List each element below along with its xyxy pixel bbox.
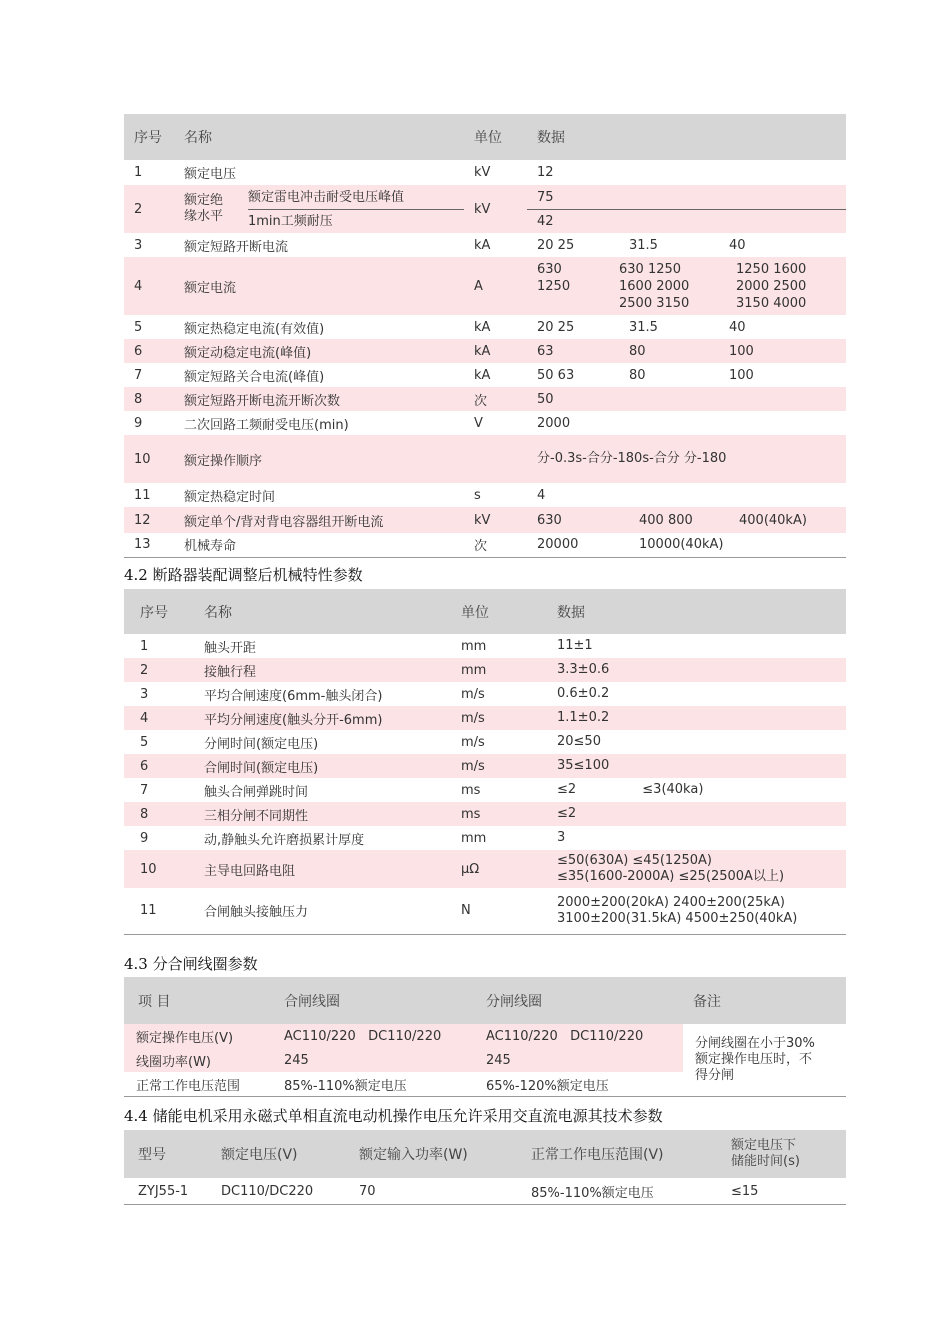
row-unit: A: [474, 278, 483, 294]
header-cell: 正常工作电压范围(V): [531, 1147, 664, 1163]
table-row: [124, 315, 846, 339]
row-data: 35≤100: [557, 758, 610, 773]
row-number: 1: [140, 638, 149, 654]
row-number: 5: [134, 319, 143, 335]
data-col: 630 1250: [537, 261, 571, 294]
table-row: [124, 483, 846, 507]
row-unit: mm: [461, 638, 487, 654]
row-unit: [464, 435, 527, 483]
row-number: 7: [134, 367, 143, 383]
row-name: 合闸时间(额定电压): [204, 760, 319, 776]
table-row: [124, 634, 846, 658]
row-name: 触头开距: [204, 640, 257, 656]
row-open: AC110/220 DC110/220: [486, 1028, 644, 1044]
note-cell: 分闸线圈在小于30% 额定操作电压时，不 得分闸: [683, 1024, 846, 1096]
row-close: 245: [284, 1052, 309, 1068]
table-row: [124, 826, 846, 850]
row-data: ≤2: [557, 806, 577, 821]
row-number: 3: [134, 237, 143, 253]
row-number: 11: [140, 903, 157, 919]
row-data: 0.6±0.2: [557, 686, 610, 701]
row-data: [527, 533, 846, 557]
row-data-split: [527, 185, 846, 233]
row-number: 8: [134, 391, 143, 407]
data-col: 40: [729, 319, 746, 335]
row-name: 接触行程: [204, 664, 257, 680]
row-name: 动,静触头允许磨损累计厚度: [204, 832, 365, 848]
row-item: 额定操作电压(V): [136, 1030, 234, 1046]
row-name: 额定单个/背对背电容器组开断电流: [184, 514, 384, 530]
header-cell: 额定电压(V): [221, 1147, 298, 1163]
row-unit: m/s: [461, 734, 485, 750]
header-cell: 单位: [461, 604, 489, 621]
row-data: 12: [537, 165, 554, 180]
row-open: 245: [486, 1052, 511, 1068]
row-name: 额定热稳定时间: [184, 489, 276, 505]
row-close: AC110/220 DC110/220: [284, 1028, 442, 1044]
row-item: 线圈功率(W): [136, 1054, 211, 1070]
row-unit: kA: [474, 367, 491, 383]
row-unit: kA: [474, 319, 491, 335]
row-data: 3.3±0.6: [557, 662, 610, 677]
row-subname: 额定雷电冲击耐受电压峰值: [248, 186, 464, 210]
row-number: 2: [134, 201, 143, 217]
row-unit: s: [474, 487, 481, 503]
table-row: [124, 185, 846, 233]
row-data: 1.1±0.2: [557, 710, 610, 725]
data-col: 630 1250 1600 2000 2500 3150: [619, 261, 690, 311]
row-number: 9: [140, 830, 149, 846]
header-cell: 名称: [204, 604, 232, 621]
row-data: 分-0.3s-合分-180s-合分 分-180: [537, 451, 727, 466]
row-data: 4: [537, 487, 546, 503]
header-cell: 单位: [474, 130, 502, 146]
table-row: [124, 387, 846, 411]
table-row: [124, 435, 846, 483]
row-data: [527, 257, 846, 315]
motor-parameters-table: [124, 1130, 846, 1205]
data-col: 80: [629, 367, 646, 383]
table-row: [124, 363, 846, 387]
row-name-compound: [174, 185, 464, 233]
table-row: [124, 730, 846, 754]
data-col: 50 63: [537, 367, 575, 383]
row-data: 50: [537, 391, 554, 407]
row-number: 12: [134, 512, 151, 528]
table-row: [124, 533, 846, 557]
row-data: 20≤50: [557, 734, 601, 749]
table-row: [124, 706, 846, 730]
row-name: 主导电回路电阻: [204, 863, 296, 879]
row-unit: kV: [474, 165, 491, 180]
table-row: [124, 1048, 683, 1072]
row-number: 8: [140, 806, 149, 822]
row-data: 11±1: [557, 638, 593, 653]
row-unit: m/s: [461, 686, 485, 702]
row-name: 平均合闸速度(6mm-触头闭合): [204, 688, 383, 704]
row-name: 二次回路工频耐受电压(min): [184, 417, 349, 433]
data-col: 400(40kA): [739, 512, 807, 528]
header-cell: 名称: [184, 130, 212, 146]
row-unit: μΩ: [461, 861, 480, 877]
table-row: [124, 411, 846, 435]
header-cell: 额定输入功率(W): [359, 1147, 468, 1163]
section-heading: 4.4 储能电机采用永磁式单相直流电动机操作电压允许采用交直流电源其技术参数: [124, 1107, 663, 1125]
row-data: [527, 363, 846, 387]
row-name: 合闸触头接触压力: [204, 905, 309, 921]
table-row: [124, 658, 846, 682]
row-name: 额定绝 缘水平: [184, 193, 224, 224]
data-col: 20 25: [537, 237, 575, 253]
row-number: 1: [134, 165, 143, 180]
header-cell: 项 目: [138, 993, 171, 1010]
table-row: [124, 1178, 846, 1204]
row-cell: ≤15: [731, 1183, 759, 1199]
header-cell: 备注: [693, 993, 721, 1010]
coil-body: [124, 1024, 846, 1096]
row-unit: kA: [474, 343, 491, 359]
row-name: 额定热稳定电流(有效值): [184, 321, 325, 337]
data-col: 1250 1600 2000 2500 3150 4000: [736, 261, 807, 311]
row-data: 2000: [537, 415, 571, 431]
row-data: [527, 315, 846, 339]
data-col: 40: [729, 237, 746, 253]
row-unit: m/s: [461, 758, 485, 774]
row-close: 85%-110%额定电压: [284, 1078, 407, 1094]
table-row: [124, 1072, 683, 1096]
data-col: 80: [629, 343, 646, 359]
row-name: 额定电流: [184, 280, 237, 296]
section-heading: 4.2 断路器装配调整后机械特性参数: [124, 566, 363, 584]
row-subname: 1min工频耐压: [248, 213, 333, 229]
row-unit: N: [461, 903, 471, 919]
table-header-row: [124, 589, 846, 634]
row-data: 3: [557, 830, 566, 845]
row-name: 分闸时间(额定电压): [204, 736, 319, 752]
row-data: 2000±200(20kA) 2400±200(25kA) 3100±200(31.5kA) 4500±250(40kA): [557, 894, 798, 926]
row-data: ≤2 ≤3(40ka): [557, 782, 704, 797]
row-unit: kV: [474, 512, 491, 528]
row-name: 额定短路关合电流(峰值): [184, 369, 325, 385]
table-row: [124, 507, 846, 533]
row-number: 11: [134, 487, 151, 503]
table-row: [124, 754, 846, 778]
row-unit: m/s: [461, 710, 485, 726]
row-name: 机械寿命: [184, 539, 237, 555]
table-row: [124, 802, 846, 826]
data-col: 100: [729, 343, 754, 359]
header-cell: 数据: [537, 130, 565, 146]
row-name: 三相分闸不同期性: [204, 808, 309, 824]
row-number: 10: [140, 861, 157, 877]
table-row: [124, 850, 846, 888]
row-name: 平均分闸速度(触头分开-6mm): [204, 712, 383, 728]
row-number: 2: [140, 662, 149, 678]
row-cell: 85%-110%额定电压: [531, 1185, 654, 1201]
header-cell: 分闸线圈: [486, 993, 542, 1010]
row-data: ≤50(630A) ≤45(1250A) ≤35(1600-2000A) ≤25(2500A以上): [557, 853, 785, 884]
row-unit: mm: [461, 830, 487, 846]
row-number: 10: [134, 451, 151, 467]
table-row: [124, 233, 846, 257]
row-cell: DC110/DC220: [221, 1183, 314, 1199]
row-data: [527, 233, 846, 257]
table-row: [124, 888, 846, 934]
row-unit: kV: [474, 201, 491, 217]
row-data: 42: [537, 213, 554, 229]
row-item: 正常工作电压范围: [136, 1078, 241, 1094]
row-number: 6: [140, 758, 149, 774]
row-data: [527, 339, 846, 363]
table-row: [124, 160, 846, 185]
header-cell: 额定电压下 储能时间(s): [731, 1138, 800, 1169]
row-number: 5: [140, 734, 149, 750]
header-cell: 合闸线圈: [284, 993, 340, 1010]
data-col: 31.5: [629, 319, 658, 335]
row-open: 65%-120%额定电压: [486, 1078, 609, 1094]
row-unit: V: [474, 415, 483, 431]
data-col: 63: [537, 343, 554, 359]
row-unit: 次: [474, 539, 488, 555]
table-row: [124, 778, 846, 802]
header-cell: 数据: [557, 604, 585, 621]
row-name: 触头合闸弹跳时间: [204, 784, 309, 800]
row-number: 4: [134, 278, 143, 294]
mechanical-characteristics-table: [124, 589, 846, 935]
row-name: 额定电压: [184, 167, 237, 182]
table-row: [124, 1024, 683, 1048]
row-data: [527, 507, 846, 533]
row-number: 7: [140, 782, 149, 798]
table-row: [124, 339, 846, 363]
data-col: 31.5: [629, 237, 658, 253]
row-number: 3: [140, 686, 149, 702]
row-number: 13: [134, 537, 151, 553]
rated-parameters-table: [124, 114, 846, 558]
data-col: 400 800: [639, 512, 693, 528]
row-unit: kA: [474, 237, 491, 253]
coil-parameters-table: [124, 977, 846, 1097]
header-cell: 序号: [140, 604, 168, 621]
row-cell: ZYJ55-1: [138, 1183, 189, 1199]
data-col: 100: [729, 367, 754, 383]
table-row: [124, 682, 846, 706]
header-cell: 序号: [134, 130, 162, 146]
table-row: [124, 257, 846, 315]
row-cell: 70: [359, 1183, 376, 1199]
data-col: 10000(40kA): [639, 537, 724, 553]
row-number: 4: [140, 710, 149, 726]
row-name: 额定操作顺序: [184, 453, 263, 469]
data-col: 20000: [537, 537, 579, 553]
row-name: 额定动稳定电流(峰值): [184, 345, 312, 361]
section-heading: 4.3 分合闸线圈参数: [124, 955, 258, 973]
table-header-row: [124, 114, 846, 160]
row-unit: ms: [461, 782, 481, 798]
data-col: 20 25: [537, 319, 575, 335]
row-name: 额定短路开断电流: [184, 239, 289, 255]
row-unit: ms: [461, 806, 481, 822]
row-data: 75: [527, 186, 846, 210]
header-cell: 型号: [138, 1147, 166, 1163]
coil-rows: [124, 1024, 683, 1096]
table-header-row: [124, 1130, 846, 1178]
data-col: 630: [537, 512, 562, 528]
row-number: 6: [134, 343, 143, 359]
table-header-row: [124, 977, 846, 1024]
row-unit: mm: [461, 662, 487, 678]
row-name: 额定短路开断电流开断次数: [184, 393, 341, 409]
row-number: 9: [134, 415, 143, 431]
row-unit: 次: [474, 393, 488, 409]
